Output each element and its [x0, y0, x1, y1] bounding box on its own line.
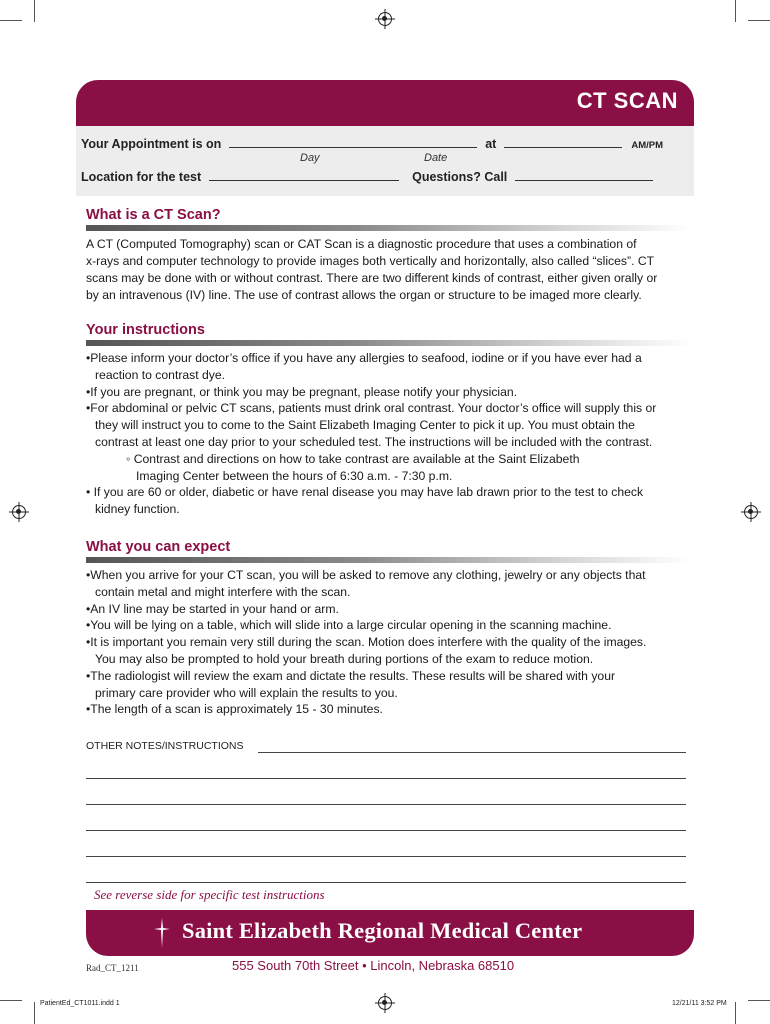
phone-field[interactable]: [515, 169, 653, 181]
notes-line-field[interactable]: [86, 830, 686, 831]
crop-mark: [735, 1002, 736, 1024]
expect-list: [86, 567, 692, 718]
registration-mark-icon: [378, 12, 392, 26]
list-item: •When you arrive for your CT scan, you will be asked to remove any clothing, jewelry or any objects that: [86, 568, 646, 582]
text-line: by an intravenous (IV) line. The use of contrast allows the organ or structure to be imaged more clearly.: [86, 288, 642, 302]
page-title: CT SCAN: [576, 88, 678, 113]
section-title-expect: What you can expect: [86, 539, 231, 555]
list-item: primary care provider who will explain the results to you.: [95, 685, 398, 700]
list-item: they will instruct you to come to the Saint Elizabeth Imaging Center to pick it up. You must obtain the: [95, 418, 635, 433]
other-notes-label: OTHER NOTES/INSTRUCTIONS: [86, 740, 244, 752]
registration-mark-icon: [378, 996, 392, 1010]
footer-banner: [86, 910, 694, 956]
reverse-side-note: See reverse side for specific test instructions: [94, 887, 325, 902]
questions-label: Questions? Call: [412, 170, 508, 184]
date-caption: Date: [424, 152, 448, 164]
crop-mark: [0, 20, 22, 21]
form-code: Rad_CT_1211: [86, 963, 139, 973]
section-title-instructions: Your instructions: [86, 322, 205, 338]
notes-line-field[interactable]: [258, 752, 686, 753]
list-item: ◦ Contrast and directions on how to take contrast are available at the Saint Elizabeth: [126, 451, 580, 466]
appointment-date-field[interactable]: [229, 136, 477, 148]
header-banner: [76, 80, 694, 126]
list-item: •You will be lying on a table, which will slide into a large circular opening in the scanning machine.: [86, 618, 612, 633]
section-divider: [86, 225, 692, 231]
text-line: scans may be done with or without contrast. There are two different kinds of contrast, either given orally or: [86, 271, 658, 285]
crop-mark: [34, 0, 35, 22]
list-item: You may also be prompted to hold your breath during portions of the exam to reduce motion.: [95, 651, 594, 666]
crop-mark: [748, 20, 770, 21]
text-line: A CT (Computed Tomography) scan or CAT Scan is a diagnostic procedure that uses a combination of: [86, 237, 637, 251]
ampm-label: AM/PM: [631, 140, 663, 151]
appointment-form: [76, 126, 694, 196]
list-item: contain metal and might interfere with the scan.: [95, 584, 351, 599]
what-is-paragraph: [86, 236, 686, 304]
section-title-what-is: What is a CT Scan?: [86, 207, 221, 223]
list-item: contrast at least one day prior to your scheduled test. The instructions will be included with the contrast.: [95, 434, 653, 449]
appointment-time-field[interactable]: [504, 136, 622, 148]
day-caption: Day: [300, 152, 320, 164]
list-item: •Please inform your doctor’s office if you have any allergies to seafood, iodine or if you have ever had a: [86, 351, 642, 365]
instructions-list: [86, 350, 692, 518]
crop-mark: [748, 1000, 770, 1001]
registration-mark-icon: [12, 505, 26, 519]
text-line: x-rays and computer technology to provide images both vertically and horizontally, also called “slices”. CT: [86, 254, 655, 268]
notes-line-field[interactable]: [86, 778, 686, 779]
notes-line-field[interactable]: [86, 882, 686, 883]
list-item: •For abdominal or pelvic CT scans, patients must drink oral contrast. Your doctor’s office will supply this or: [86, 401, 657, 416]
list-item: •It is important you remain very still during the scan. Motion does interfere with the quality of the images.: [86, 635, 647, 650]
print-slug-date: 12/21/11 3:52 PM: [672, 1000, 727, 1007]
list-item: Imaging Center between the hours of 6:30 a.m. - 7:30 p.m.: [136, 468, 453, 483]
location-field[interactable]: [209, 169, 399, 181]
list-item: kidney function.: [95, 502, 180, 517]
list-item: •The length of a scan is approximately 15 - 30 minutes.: [86, 702, 383, 717]
organization-address: 555 South 70th Street • Lincoln, Nebraska 68510: [232, 958, 515, 973]
crop-mark: [0, 1000, 22, 1001]
crop-mark: [34, 1002, 35, 1024]
list-item: reaction to contrast dye.: [95, 367, 226, 382]
section-divider: [86, 557, 692, 563]
list-item: •An IV line may be started in your hand or arm.: [86, 601, 339, 616]
registration-mark-icon: [744, 505, 758, 519]
cross-icon: [154, 918, 170, 948]
crop-mark: [735, 0, 736, 22]
list-item: • If you are 60 or older, diabetic or have renal disease you may have lab drawn prior to the test to check: [86, 485, 644, 500]
section-divider: [86, 340, 692, 346]
appointment-label: Your Appointment is on: [81, 137, 222, 151]
location-label: Location for the test: [81, 170, 202, 184]
list-item: •If you are pregnant, or think you may be pregnant, please notify your physician.: [86, 384, 518, 399]
list-item: •The radiologist will review the exam and dictate the results. These results will be shared with your: [86, 668, 616, 683]
notes-line-field[interactable]: [86, 856, 686, 857]
organization-name: Saint Elizabeth Regional Medical Center: [182, 918, 583, 943]
print-slug-file: PatientEd_CT1011.indd 1: [40, 1000, 120, 1007]
notes-line-field[interactable]: [86, 804, 686, 805]
at-label: at: [485, 137, 497, 151]
